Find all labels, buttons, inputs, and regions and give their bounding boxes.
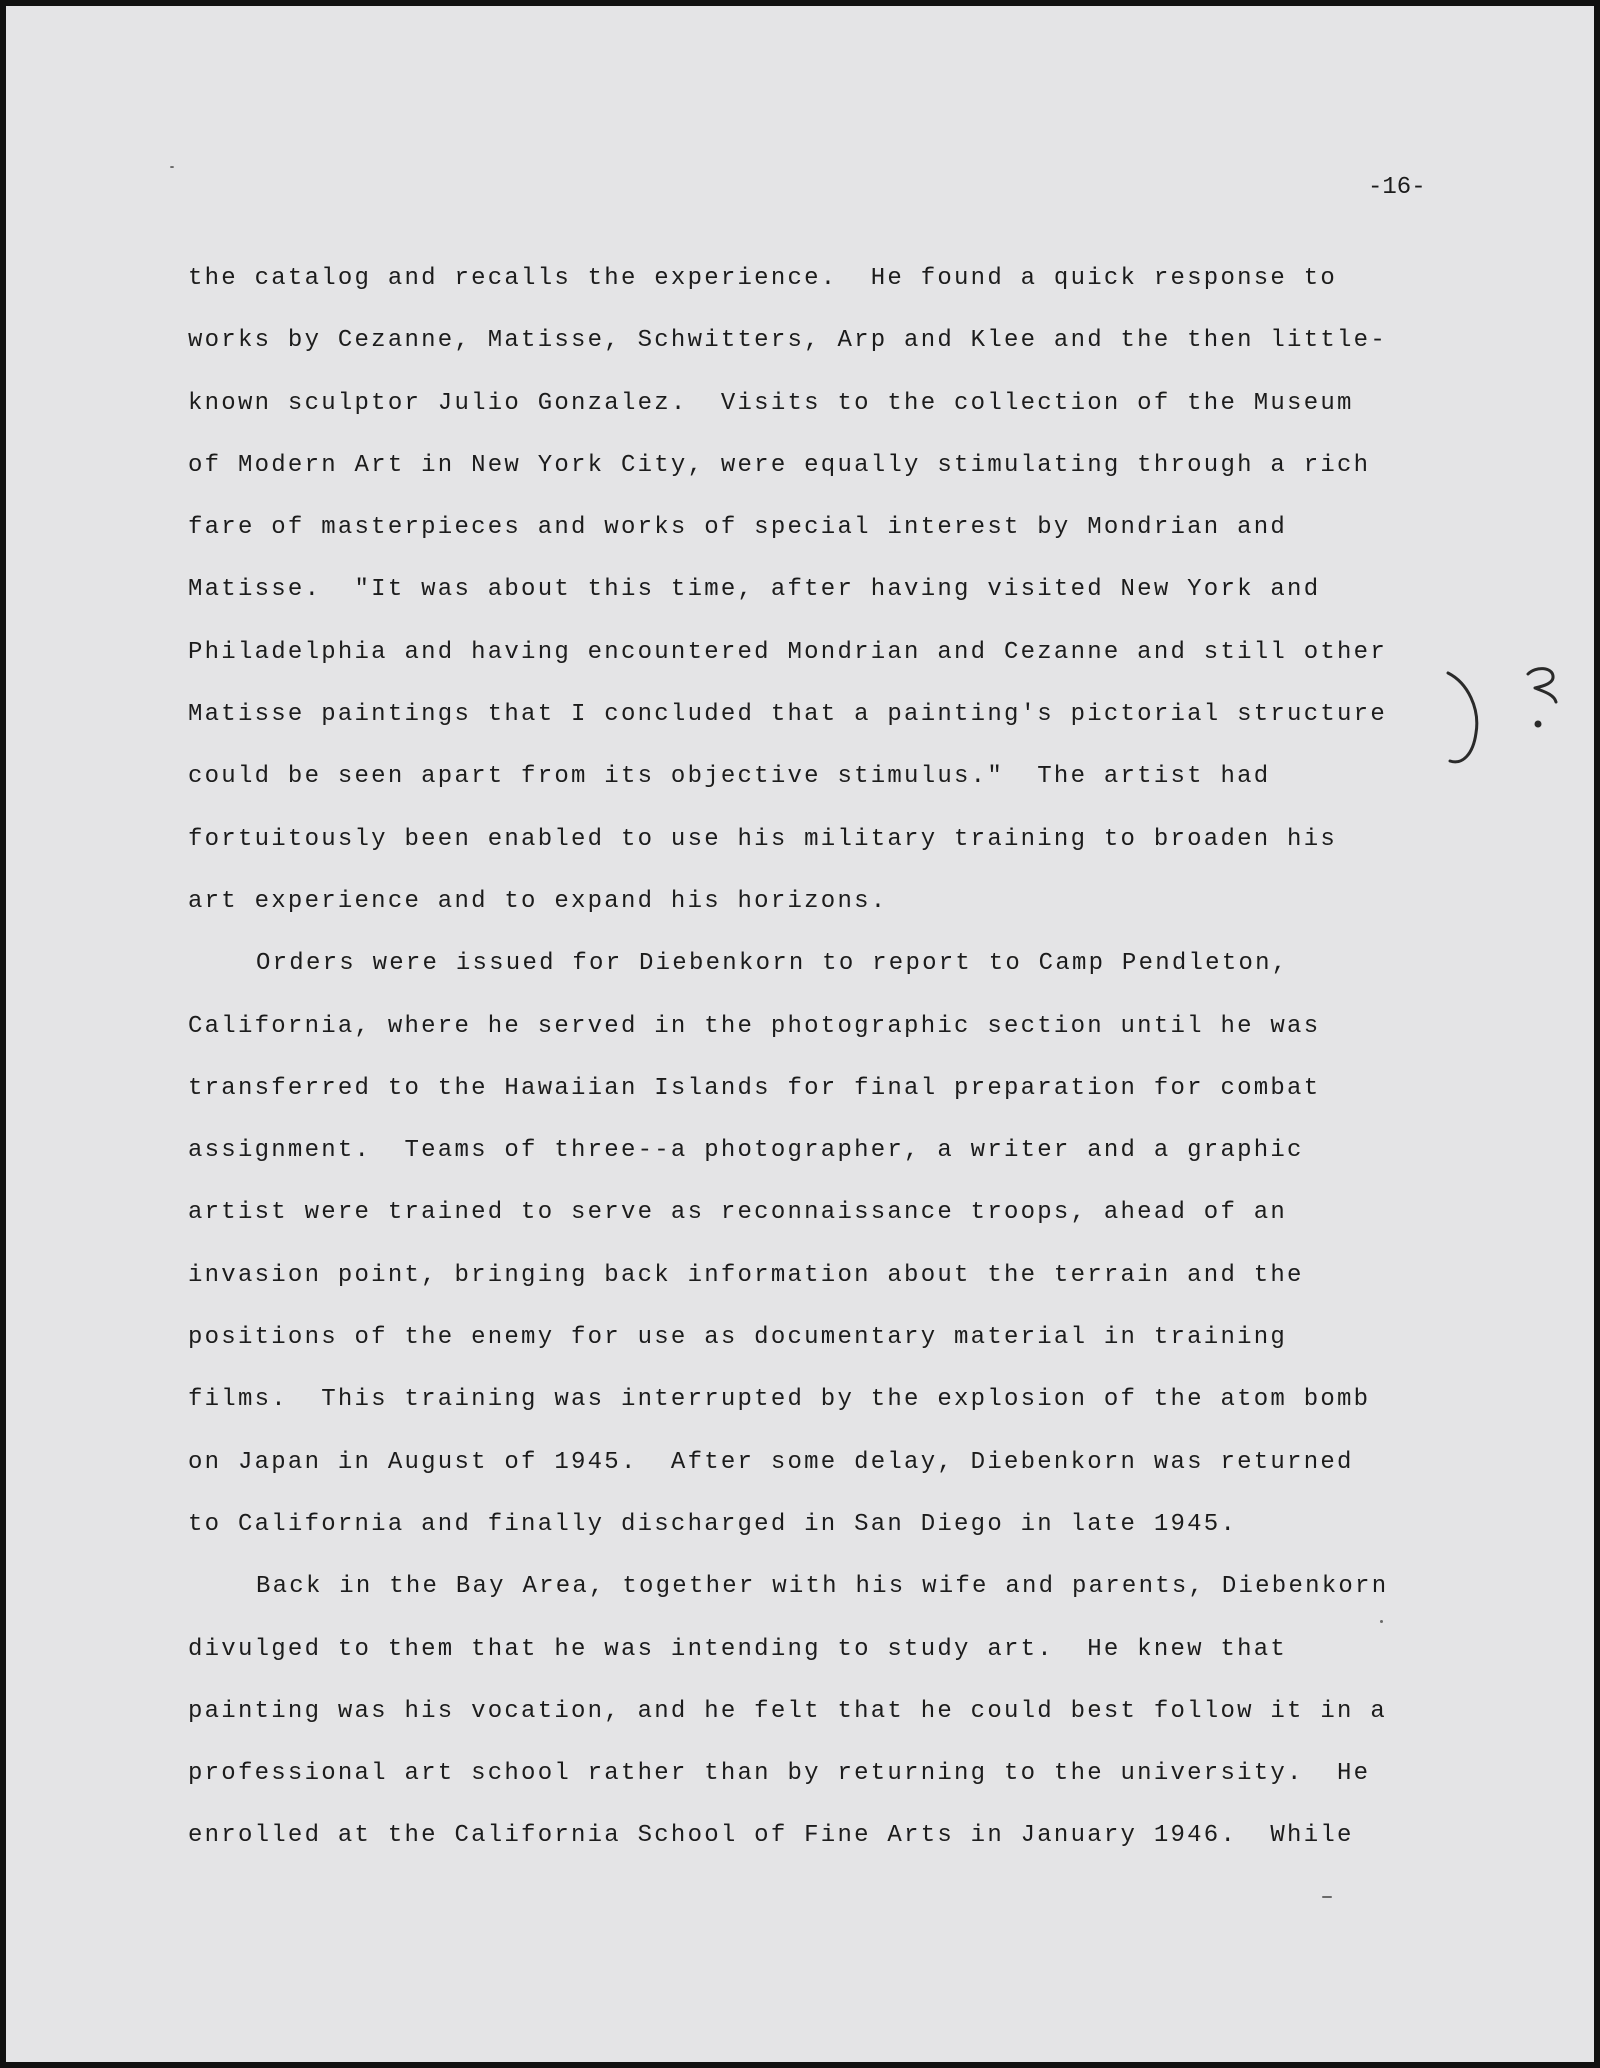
text-line: of Modern Art in New York City, were equally stimulating through a rich [188,451,1371,479]
text-line: known sculptor Julio Gonzalez. Visits to the collection of the Museum [188,389,1354,417]
text-line: enrolled at the California School of Fine Arts in January 1946. While [188,1822,1354,1850]
text-line: on Japan in August of 1945. After some delay, Diebenkorn was returned [188,1448,1354,1476]
text-line: Philadelphia and having encountered Mondrian and Cezanne and still other [188,638,1387,666]
text-line: transferred to the Hawaiian Islands for final preparation for combat [188,1074,1321,1102]
text-line: divulged to them that he was intending to study art. He knew that [188,1635,1288,1663]
text-line: positions of the enemy for use as documentary material in training [188,1324,1288,1352]
text-line: works by Cezanne, Matisse, Schwitters, Arp and Klee and the then little- [188,327,1387,355]
text-line: art experience and to expand his horizons. [188,887,888,915]
text-line: to California and finally discharged in San Diego in late 1945. [188,1510,1238,1538]
text-line: professional art school rather than by returning to the university. He [188,1760,1371,1788]
text-line: the catalog and recalls the experience. He found a quick response to [188,265,1338,292]
text-line: films. This training was interrupted by the explosion of the atom bomb [188,1386,1371,1414]
text-line: fortuitously been enabled to use his military training to broaden his [188,825,1338,853]
text-line: Back in the Bay Area, together with his wife and parents, Diebenkorn [256,1573,1389,1601]
bracket-question-mark-icon [1446,661,1576,781]
text-line: invasion point, bringing back information about the terrain and the [188,1261,1304,1289]
text-line: artist were trained to serve as reconnaissance troops, ahead of an [188,1199,1288,1227]
text-line: assignment. Teams of three--a photographer, a writer and a graphic [188,1137,1304,1165]
text-line: Orders were issued for Diebenkorn to report to Camp Pendleton, [256,950,1289,978]
text-line: Matisse. "It was about this time, after having visited New York and [188,576,1321,604]
text-line: painting was his vocation, and he felt that he could best follow it in a [188,1697,1387,1725]
text-line: fare of masterpieces and works of special interest by Mondrian and [188,514,1288,542]
text-line: could be seen apart from its objective stimulus." The artist had [188,763,1271,791]
body-text [188,248,1388,1868]
document-page [6,6,1594,2062]
text-line: California, where he served in the photographic section until he was [188,1012,1321,1040]
paper-speck [1380,1620,1383,1623]
paper-speck [170,166,174,168]
text-line: Matisse paintings that I concluded that a painting's pictorial structure [188,701,1387,729]
page-number: -16- [1368,174,1426,201]
paper-speck [1322,1896,1332,1898]
